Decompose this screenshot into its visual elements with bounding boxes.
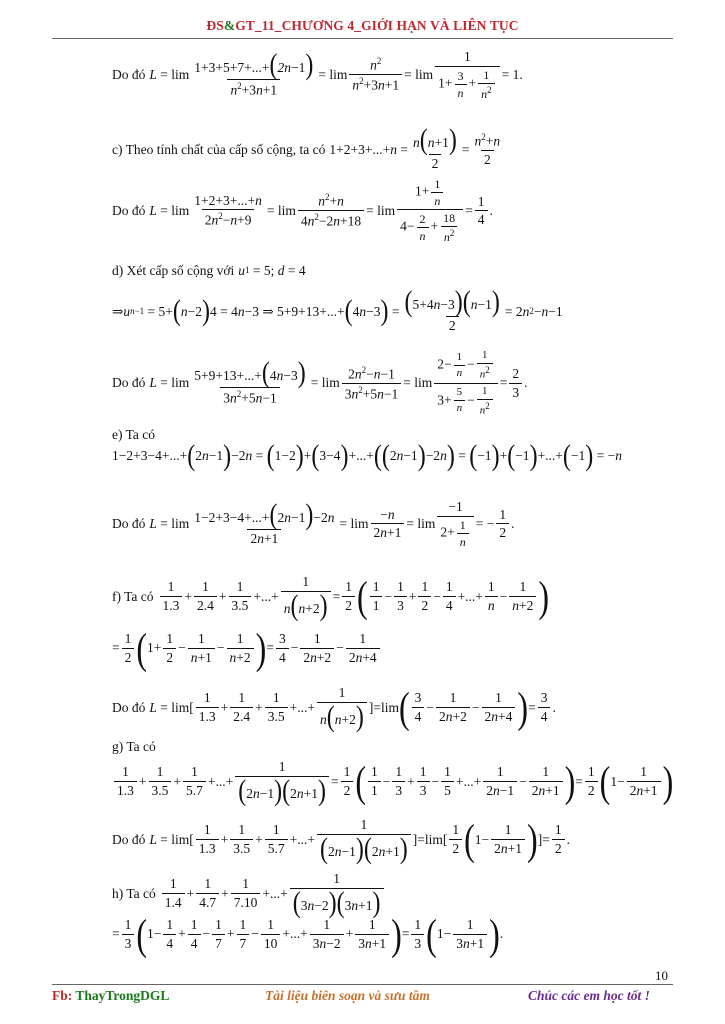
equation-f-intro: f) Ta có 1 1.3 + 1 2.4 + 1 3.5 +...+ 1 n(n+2) = 1 2 ( 1 1 − 1 3 + 1 2 − 1 4 +...+ 1 n − 1 n+2 ) [112, 571, 550, 622]
label-part-h: h) Ta có [112, 885, 156, 901]
equation-d-intro: d) Xét cấp số cộng với u 1 = 5; d = 4 [112, 263, 306, 278]
footer-fb-name: ThayTrongDGL [75, 988, 170, 1003]
equation-f-simplify: = 1 2 ( 1+ 1 2 − 1 n+1 − 1 n+2 ) = 3 4 − 1 2n+2 − 1 2n+4 [112, 632, 382, 664]
footer-fb-label: Fb: [52, 988, 73, 1003]
header-title-part2: GT_11_CHƯƠNG 4_GIỚI HẠN VÀ LIÊN TỤC [235, 18, 519, 33]
equation-h-sum: = 1 3 ( 1− 1 4 + 1 4 − 1 7 + 1 7 − 1 10 +...+ 1 3n−2 + 1 3n+1 ) = 1 3 ( 1− 1 3n+1 ) . [112, 909, 504, 959]
label-part-c: c) Theo tính chất của cấp số cộng, ta có [112, 141, 326, 157]
footer-rule [52, 984, 673, 985]
equation-c-result: Do đó L = lim 1+2+3+...+n $2n^2-n+9$ = lim $n^2+n$ $4n^2-2n+18$ = lim 1+ $\frac{1}{n}$ 4− $\frac{2}{n}$ + $\frac{18}{n^2}$ = 1 4 . [112, 177, 493, 244]
page-number: 10 [655, 968, 668, 983]
equation-d-result: Do đó L = lim 5+9+13+...+(4n−3) $3n^2+5n-1$ = lim $2n^2-n-1$ $3n^2+5n-1$ = lim 2− $\frac{1}{n}$ − $\frac{1}{n^2}$ 3+ $\frac{5}{n}$ − $\frac{1}{n^2}$ = 2 3 . [112, 349, 528, 417]
footer-middle-text: Tài liệu biên soạn và sưu tầm [265, 988, 430, 1003]
header-rule [52, 38, 673, 39]
label-part-e: e) Ta có [112, 427, 156, 442]
footer-facebook [52, 988, 169, 1004]
equation-g-intro [112, 740, 156, 754]
equation-b-result: Do đó L = lim 1+3+5+7+...+(2n−1) $n^2+3n+1$ = lim $n^2$ $n^2+3n+1$ = lim 1 1+ $\frac{3}{n}$ + $\frac{1}{n^2}$ = 1. [112, 48, 523, 101]
equation-h-intro: h) Ta có 1 1.4 + 1 4.7 + 1 7.10 +...+ 1 (3n−2)(3n+1) [112, 872, 386, 915]
footer-right-text: Chúc các em học tốt ! [528, 988, 650, 1003]
equation-e-result: Do đó L = lim 1−2+3−4+...+(2n−1)−2n 2n+1 = lim −n 2n+1 = lim −1 2+ $\frac{1}{n}$ = − 1 2 . [112, 498, 515, 549]
equation-c-intro: c) Theo tính chất của cấp số cộng, ta có 1+2+3+...+ n = n(n+1) 2 = $n^2+n$ 2 [112, 123, 501, 171]
label-do-do: Do đó [112, 699, 146, 715]
label-do-do: Do đó [112, 67, 146, 82]
equation-d-sum: ⇒ u n−1 = 5+ ( n −2 ) 4 = 4 n −3 ⇒ 5+9+13+...+ ( 4 n −3 ) = (5+4n−3)(n−1) 2 = 2 n 2 − n −1 [112, 285, 563, 333]
label-do-do: Do đó [112, 375, 146, 391]
label-part-g: g) Ta có [112, 739, 156, 754]
label-part-f: f) Ta có [112, 588, 154, 604]
label-do-do: Do đó [112, 202, 146, 218]
equation-e-intro [112, 428, 155, 442]
equation-g-sum: 1 1.3 + 1 3.5 + 1 5.7 +...+ 1 (2n−1)(2n+1) = 1 2 ( 1 1 − 1 3 + 1 3 − 1 5 +...+ 1 2n−1 − 1 2n+1 ) = 1 2 ( 1− 1 2n+1 ) [112, 760, 673, 803]
page-header [0, 18, 725, 34]
equation-e-sum: 1−2+3−4+...+ ( 2 n −1 ) −2 n = ( 1−2 ) + ( 3−4 ) +...+ ( ( 2 n −1 ) −2 n ) = ( −1 ) + ( −1 ) +...+ ( −1 ) = − n [112, 439, 623, 473]
header-title-part1: ĐS [206, 18, 224, 33]
label-do-do: Do đó [112, 516, 146, 531]
equation-g-result: Do đó L = lim [ 1 1.3 + 1 3.5 + 1 5.7 +...+ 1 (2n−1)(2n+1) ]= lim [ 1 2 ( 1− 1 2n+1 ) ]= 1 2 . [112, 814, 570, 865]
label-part-d: d) Xét cấp số cộng với [112, 263, 235, 278]
label-do-do: Do đó [112, 831, 146, 847]
equation-f-result: Do đó L = lim [ 1 1.3 + 1 2.4 + 1 3.5 +...+ 1 n(n+2) ]= lim ( 3 4 − 1 2n+2 − 1 2n+4 ) = 3 4 . [112, 682, 556, 733]
header-ampersand: & [223, 18, 236, 33]
